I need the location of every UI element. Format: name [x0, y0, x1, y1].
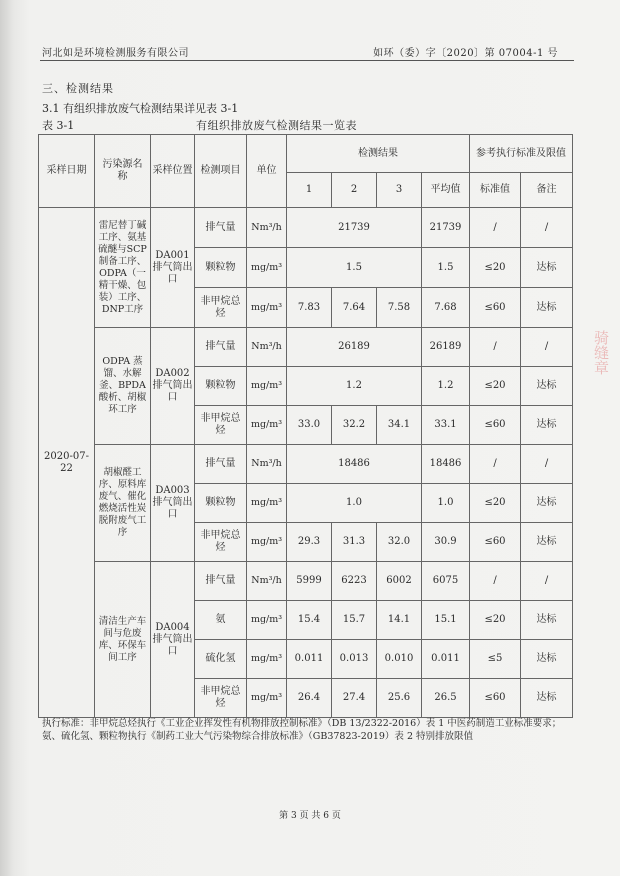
table-row: [39, 328, 573, 367]
result-2: 15.7: [332, 601, 377, 640]
col-source: 污染源名 称: [95, 135, 151, 208]
result-2: 0.013: [332, 640, 377, 679]
header-row: [39, 135, 573, 173]
col-result: 检测结果: [287, 135, 470, 173]
header-rule: [40, 60, 574, 61]
compliance-note: 达标: [521, 406, 573, 445]
unit: mg/m³: [247, 679, 287, 718]
pollution-source: 雷尼替丁碱工序、氨基硫醚与SCP制备工序、ODPA（一精干燥、包装）工序、DNP工序: [95, 208, 151, 328]
table-body: [39, 208, 573, 718]
result-2: 32.2: [332, 406, 377, 445]
test-item: 非甲烷总烃: [195, 523, 247, 562]
standard-limit: ≤60: [470, 406, 521, 445]
col-reference: 参考执行标准及限值: [470, 135, 573, 173]
result-average: 6075: [422, 562, 470, 601]
unit: Nm³/h: [247, 208, 287, 248]
result-3: 6002: [377, 562, 422, 601]
compliance-note: 达标: [521, 601, 573, 640]
subsection-title: 3.1 有组织排放废气检测结果详见表 3-1: [42, 102, 239, 115]
red-seal-stamp: 骑缝章: [592, 330, 610, 375]
unit: mg/m³: [247, 248, 287, 288]
unit: Nm³/h: [247, 328, 287, 367]
result-1: 15.4: [287, 601, 332, 640]
standard-limit: ≤20: [470, 248, 521, 288]
report-number: 如环（委）字〔2020〕第 07004-1 号: [373, 48, 558, 59]
unit: mg/m³: [247, 367, 287, 406]
col-date: 采样日期: [39, 135, 95, 208]
result-1: 7.83: [287, 288, 332, 328]
result-2: 27.4: [332, 679, 377, 718]
result-merged: 18486: [287, 445, 422, 484]
unit: mg/m³: [247, 523, 287, 562]
compliance-note: /: [521, 208, 573, 248]
test-item: 排气量: [195, 208, 247, 248]
compliance-note: 达标: [521, 367, 573, 406]
col-item: 检测项目: [195, 135, 247, 208]
unit: Nm³/h: [247, 445, 287, 484]
table-row: [39, 562, 573, 601]
result-3: 7.58: [377, 288, 422, 328]
col-location: 采样位置: [151, 135, 195, 208]
table-row: [39, 445, 573, 484]
unit: mg/m³: [247, 288, 287, 328]
col-r2: 2: [332, 173, 377, 208]
result-3: 25.6: [377, 679, 422, 718]
sampling-location: DA003排气筒出口: [151, 445, 195, 562]
footnote: 执行标准：非甲烷总烃执行《工业企业挥发性有机物排放控制标准》（DB 13/2322-2016）表 1 中医药制造工业标准要求；氨、硫化氢、颗粒物执行《制药工业大气污染物综合排放标准》（GB37823-2019）表 2 特别排放限值: [42, 718, 562, 742]
table-number: 表 3-1: [42, 119, 75, 132]
col-unit: 单位: [247, 135, 287, 208]
pollution-source: ODPA 蒸馏、水解釜、BPDA酸析、胡椒环工序: [95, 328, 151, 445]
results-table: [38, 134, 573, 718]
test-item: 非甲烷总烃: [195, 288, 247, 328]
result-average: 15.1: [422, 601, 470, 640]
standard-limit: ≤20: [470, 601, 521, 640]
standard-limit: ≤20: [470, 484, 521, 523]
test-item: 非甲烷总烃: [195, 679, 247, 718]
result-3: 34.1: [377, 406, 422, 445]
standard-limit: /: [470, 328, 521, 367]
result-3: 14.1: [377, 601, 422, 640]
unit: mg/m³: [247, 640, 287, 679]
compliance-note: 达标: [521, 523, 573, 562]
result-average: 18486: [422, 445, 470, 484]
section-title: 三、检测结果: [42, 82, 114, 95]
result-merged: 1.5: [287, 248, 422, 288]
table-caption: 有组织排放废气检测结果一览表: [196, 119, 357, 132]
col-r3: 3: [377, 173, 422, 208]
compliance-note: 达标: [521, 288, 573, 328]
result-1: 5999: [287, 562, 332, 601]
test-item: 颗粒物: [195, 367, 247, 406]
result-average: 1.2: [422, 367, 470, 406]
compliance-note: 达标: [521, 679, 573, 718]
result-average: 33.1: [422, 406, 470, 445]
pollution-source: 清洁生产车间与危废库、环保车间工序: [95, 562, 151, 718]
unit: mg/m³: [247, 601, 287, 640]
standard-limit: ≤5: [470, 640, 521, 679]
result-merged: 1.2: [287, 367, 422, 406]
result-average: 0.011: [422, 640, 470, 679]
compliance-note: 达标: [521, 248, 573, 288]
test-item: 排气量: [195, 328, 247, 367]
standard-limit: ≤60: [470, 523, 521, 562]
test-item: 硫化氢: [195, 640, 247, 679]
result-1: 29.3: [287, 523, 332, 562]
standard-limit: /: [470, 208, 521, 248]
result-merged: 26189: [287, 328, 422, 367]
result-average: 1.5: [422, 248, 470, 288]
unit: mg/m³: [247, 406, 287, 445]
sampling-location: DA001排气筒出口: [151, 208, 195, 328]
standard-limit: ≤20: [470, 367, 521, 406]
company-name: 河北如是环境检测服务有限公司: [42, 48, 189, 59]
result-average: 21739: [422, 208, 470, 248]
compliance-note: 达标: [521, 640, 573, 679]
test-item: 非甲烷总烃: [195, 406, 247, 445]
sampling-location: DA002排气筒出口: [151, 328, 195, 445]
page-number: 第 3 页 共 6 页: [279, 811, 341, 821]
result-3: 0.010: [377, 640, 422, 679]
result-3: 32.0: [377, 523, 422, 562]
result-2: 7.64: [332, 288, 377, 328]
result-1: 0.011: [287, 640, 332, 679]
result-average: 26.5: [422, 679, 470, 718]
result-1: 26.4: [287, 679, 332, 718]
result-2: 31.3: [332, 523, 377, 562]
compliance-note: /: [521, 328, 573, 367]
result-2: 6223: [332, 562, 377, 601]
pollution-source: 胡椒醛工序、原料库废气、催化燃烧活性炭脱附废气工序: [95, 445, 151, 562]
col-r1: 1: [287, 173, 332, 208]
result-average: 1.0: [422, 484, 470, 523]
col-avg: 平均值: [422, 173, 470, 208]
result-average: 30.9: [422, 523, 470, 562]
compliance-note: /: [521, 562, 573, 601]
compliance-note: /: [521, 445, 573, 484]
sampling-location: DA004排气筒出口: [151, 562, 195, 718]
result-1: 33.0: [287, 406, 332, 445]
result-merged: 1.0: [287, 484, 422, 523]
standard-limit: ≤60: [470, 679, 521, 718]
standard-limit: ≤60: [470, 288, 521, 328]
col-note: 备注: [521, 173, 573, 208]
test-item: 排气量: [195, 562, 247, 601]
col-std: 标准值: [470, 173, 521, 208]
table-row: [39, 208, 573, 248]
page-header: [42, 44, 558, 59]
result-average: 7.68: [422, 288, 470, 328]
sampling-date: 2020-07-22: [39, 208, 95, 718]
standard-limit: /: [470, 445, 521, 484]
compliance-note: 达标: [521, 484, 573, 523]
test-item: 氨: [195, 601, 247, 640]
unit: Nm³/h: [247, 562, 287, 601]
test-item: 颗粒物: [195, 484, 247, 523]
unit: mg/m³: [247, 484, 287, 523]
test-item: 排气量: [195, 445, 247, 484]
standard-limit: /: [470, 562, 521, 601]
result-average: 26189: [422, 328, 470, 367]
result-merged: 21739: [287, 208, 422, 248]
test-item: 颗粒物: [195, 248, 247, 288]
